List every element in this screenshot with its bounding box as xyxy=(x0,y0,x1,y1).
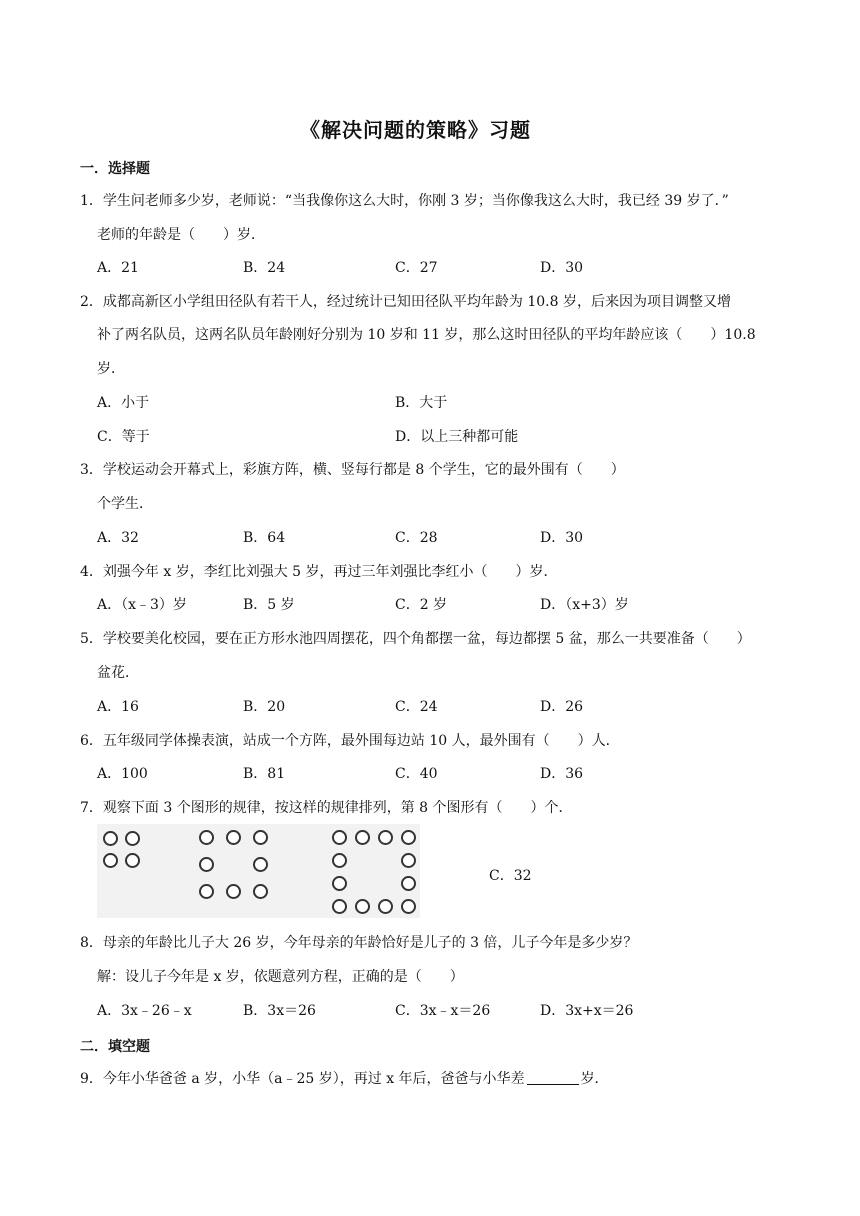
circle-figure-3-item xyxy=(401,876,416,891)
circle-figure-3-item xyxy=(378,830,393,845)
question-5-text-line2: 盆花． xyxy=(97,665,139,681)
question-8-option-c[interactable]: C．3x﹣x＝26 xyxy=(395,1003,491,1019)
circle-figure-1-item xyxy=(125,831,140,846)
question-3-option-a[interactable]: A．32 xyxy=(97,530,139,546)
question-8-option-b[interactable]: B．3x＝26 xyxy=(243,1003,316,1019)
question-6-option-d[interactable]: D．36 xyxy=(540,766,584,782)
question-5-option-c[interactable]: C．24 xyxy=(395,699,438,715)
circle-figure-1-item xyxy=(103,853,118,868)
circle-figure-2-item xyxy=(199,884,214,899)
question-8-text-line2: 解：设儿子今年是 x 岁，依题意列方程，正确的是（ ） xyxy=(97,969,464,985)
question-4-text: 4．刘强今年 x 岁，李红比刘强大 5 岁，再过三年刘强比李红小（ ）岁． xyxy=(80,564,558,580)
question-8-option-a[interactable]: A．3x﹣26﹣x xyxy=(97,1003,192,1019)
circle-figure-1-item xyxy=(125,853,140,868)
question-6-option-a[interactable]: A．100 xyxy=(97,766,148,782)
question-2-option-b[interactable]: B．大于 xyxy=(395,395,448,411)
circle-figure-2-item xyxy=(226,884,241,899)
question-8-text: 8．母亲的年龄比儿子大 26 岁，今年母亲的年龄恰好是儿子的 3 倍，儿子今年是多少岁？ xyxy=(80,935,638,951)
circle-figure-3-item xyxy=(332,853,347,868)
circle-figure-3-item xyxy=(332,876,347,891)
question-4-option-c[interactable]: C．2 岁 xyxy=(395,597,448,613)
question-4-option-b[interactable]: B．5 岁 xyxy=(243,597,295,613)
question-1-text-line2: 老师的年龄是（ ）岁． xyxy=(97,227,265,243)
question-4-option-a[interactable]: A．（x﹣3）岁 xyxy=(97,597,187,613)
circle-figure-2-item xyxy=(253,857,268,872)
question-3-option-b[interactable]: B．64 xyxy=(243,530,286,546)
circle-figure-3-item xyxy=(401,899,416,914)
question-7-option-c[interactable]: C．32 xyxy=(489,868,532,884)
question-4-option-d[interactable]: D．（x+3）岁 xyxy=(540,597,629,613)
question-5-option-b[interactable]: B．20 xyxy=(243,699,286,715)
question-1-text: 1．学生问老师多少岁，老师说：“当我像你这么大时，你刚 3 岁；当你像我这么大时，我已经 39 岁了．” xyxy=(80,193,729,209)
question-9-text-part1: 9．今年小华爸爸 a 岁，小华（a﹣25 岁），再过 x 年后，爸爸与小华差 xyxy=(80,1071,525,1087)
question-1-option-c[interactable]: C．27 xyxy=(395,260,438,276)
circle-figure-2-item xyxy=(199,857,214,872)
circle-figure-2-item xyxy=(253,884,268,899)
circle-figure-3-item xyxy=(401,830,416,845)
question-5-option-a[interactable]: A．16 xyxy=(97,699,139,715)
circle-figure-3-item xyxy=(355,830,370,845)
page-title: 《解决问题的策略》习题 xyxy=(300,118,531,142)
question-3-text: 3．学校运动会开幕式上，彩旗方阵，横、竖每行都是 8 个学生，它的最外围有（ ） xyxy=(80,462,625,478)
question-2-text-line3: 岁． xyxy=(97,361,125,377)
question-9-text xyxy=(80,1069,609,1089)
circle-figure-3-item xyxy=(378,899,393,914)
question-3-text-line2: 个学生． xyxy=(97,496,153,512)
question-1-option-b[interactable]: B．24 xyxy=(243,260,286,276)
circle-figure-3-item xyxy=(332,830,347,845)
circle-figure-2-item xyxy=(226,830,241,845)
question-6-option-b[interactable]: B．81 xyxy=(243,766,286,782)
section-heading-fill: 二．填空题 xyxy=(80,1039,150,1055)
question-2-option-c[interactable]: C．等于 xyxy=(97,429,150,445)
question-2-option-a[interactable]: A．小于 xyxy=(97,395,150,411)
circle-figure-3-item xyxy=(401,853,416,868)
question-3-option-d[interactable]: D．30 xyxy=(540,530,584,546)
question-1-option-a[interactable]: A．21 xyxy=(97,260,139,276)
circle-figure-2-item xyxy=(199,830,214,845)
question-7-text: 7．观察下面 3 个图形的规律，按这样的规律排列，第 8 个图形有（ ）个． xyxy=(80,800,573,816)
question-3-option-c[interactable]: C．28 xyxy=(395,530,438,546)
question-6-option-c[interactable]: C．40 xyxy=(395,766,438,782)
section-heading-choice: 一．选择题 xyxy=(80,161,150,177)
question-5-text: 5．学校要美化校园，要在正方形水池四周摆花，四个角都摆一盆，每边都摆 5 盆，那么一共要准备（ ） xyxy=(80,631,751,647)
question-6-text: 6．五年级同学体操表演，站成一个方阵，最外围每边站 10 人，最外围有（ ）人． xyxy=(80,733,620,749)
circle-figure-3-item xyxy=(332,899,347,914)
question-1-option-d[interactable]: D．30 xyxy=(540,260,584,276)
question-8-option-d[interactable]: D．3x+x＝26 xyxy=(540,1003,634,1019)
question-9-answer-blank[interactable] xyxy=(527,1070,579,1085)
circle-figure-1-item xyxy=(103,831,118,846)
question-9-text-part2: 岁． xyxy=(580,1071,609,1087)
circle-figure-2-item xyxy=(253,830,268,845)
question-2-text: 2．成都高新区小学组田径队有若干人，经过统计已知田径队平均年龄为 10.8 岁，后来因为项目调整又增 xyxy=(80,294,731,310)
question-5-option-d[interactable]: D．26 xyxy=(540,699,584,715)
question-2-text-line2: 补了两名队员，这两名队员年龄刚好分别为 10 岁和 11 岁，那么这时田径队的平均年龄应该（ ）10.8 xyxy=(97,327,756,343)
question-2-option-d[interactable]: D．以上三种都可能 xyxy=(395,429,519,445)
circle-figure-3-item xyxy=(355,899,370,914)
